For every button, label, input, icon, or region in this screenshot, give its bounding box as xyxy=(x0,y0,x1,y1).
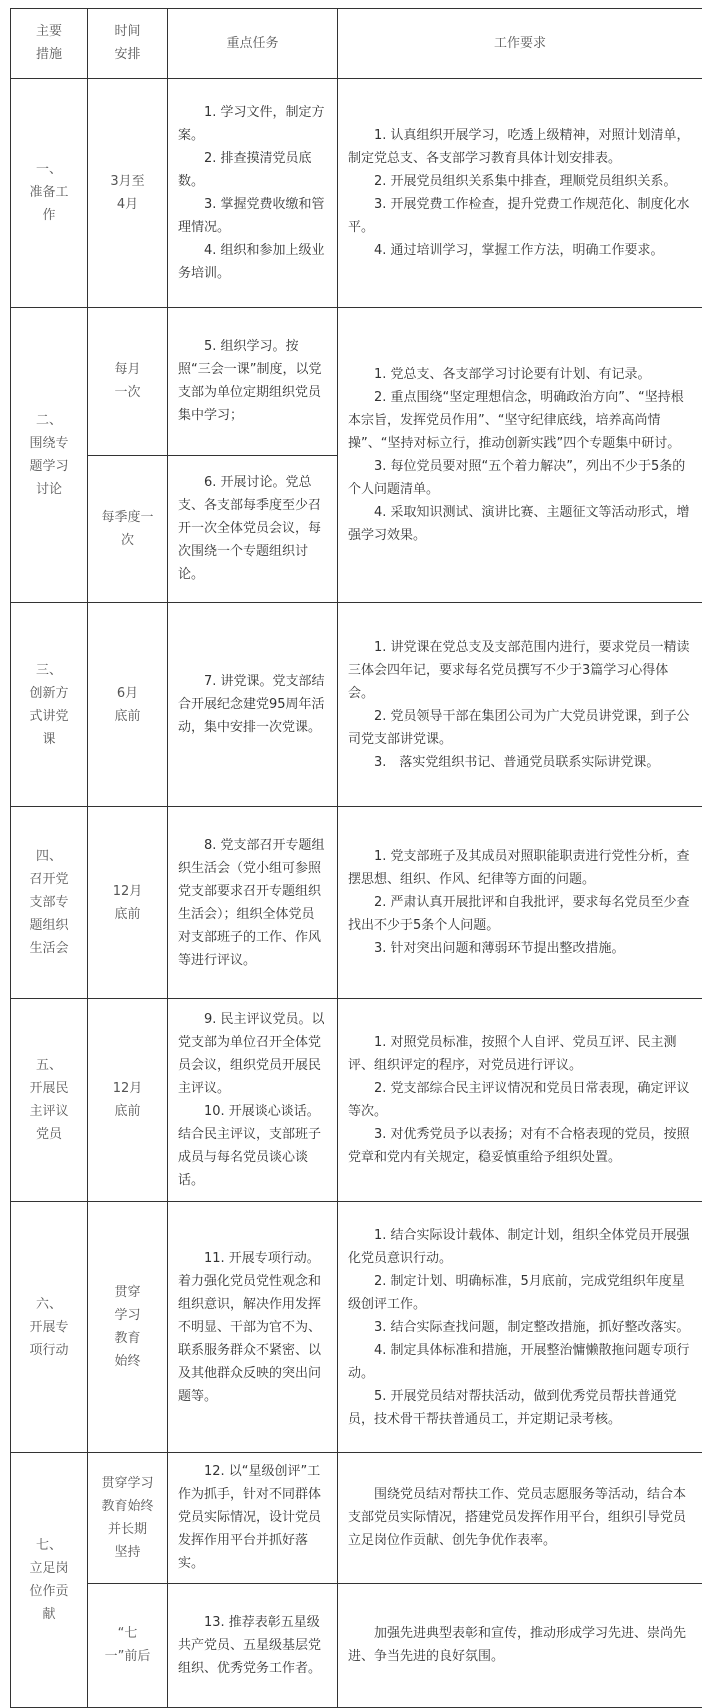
cell-paragraph: 13. 推荐表彰五星级共产党员、五星级基层党组织、优秀党务工作者。 xyxy=(178,1614,322,1676)
measure-cell: 七、 立足岗 位作贡 献 xyxy=(11,1453,88,1708)
cell-paragraph: 1. 党支部班子及其成员对照职能职责进行党性分析，查摆思想、组织、作风、纪律等方面的问题。 xyxy=(348,849,690,888)
time-cell: 每月 一次 xyxy=(88,308,168,455)
time-cell: 贯穿学习 教育始终 并长期 坚持 xyxy=(88,1453,168,1584)
cell-paragraph: 2. 严肃认真开展批评和自我批评，要求每名党员至少查找出不少于5条个人问题。 xyxy=(348,895,690,934)
cell-paragraph: 围绕党员结对帮扶工作、党员志愿服务等活动，结合本支部党员实际情况，搭建党员发挥作用平台，组织引导党员立足岗位作贡献、创先争优作表率。 xyxy=(348,1487,687,1549)
table-row xyxy=(11,1583,702,1707)
cell-paragraph: 3. 每位党员要对照“五个着力解决”，列出不少于5条的个人问题清单。 xyxy=(348,459,686,498)
time-cell: 12月 底前 xyxy=(88,807,168,999)
measure-cell: 六、 开展专 项行动 xyxy=(11,1202,88,1453)
cell-paragraph: 加强先进典型表彰和宣传，推动形成学习先进、崇尚先进、争当先进的良好氛围。 xyxy=(348,1626,687,1665)
cell-paragraph: 1. 学习文件，制定方案。 xyxy=(178,104,325,143)
table-row xyxy=(11,1202,702,1453)
requirement-cell xyxy=(338,603,702,807)
cell-paragraph: 8. 党支部召开专题组织生活会（党小组可参照党支部要求召开专题组织生活会）；组织全体党员对支部班子的工作、作风等进行评议。 xyxy=(178,837,325,968)
time-cell: 6月 底前 xyxy=(88,603,168,807)
task-cell xyxy=(168,999,338,1202)
time-cell: 贯穿 学习 教育 始终 xyxy=(88,1202,168,1453)
measure-cell: 五、 开展民 主评议 党员 xyxy=(11,999,88,1202)
task-cell xyxy=(168,807,338,999)
requirement-cell xyxy=(338,1453,702,1584)
cell-paragraph: 2. 排查摸清党员底数。 xyxy=(178,150,312,189)
cell-paragraph: 3. 结合实际查找问题，制定整改措施，抓好整改落实。 xyxy=(374,1319,690,1335)
table-row xyxy=(11,308,702,455)
task-cell xyxy=(168,78,338,308)
task-cell xyxy=(168,308,338,455)
cell-paragraph: 3. 针对突出问题和薄弱环节提出整改措施。 xyxy=(374,941,625,957)
task-cell xyxy=(168,1202,338,1453)
requirement-cell xyxy=(338,1583,702,1707)
measure-cell: 四、 召开党 支部专 题组织 生活会 xyxy=(11,807,88,999)
cell-paragraph: 1. 讲党课在党总支及支部范围内进行，要求党员一精读三体会四年记，要求每名党员撰写不少于3篇学习心得体会。 xyxy=(348,639,690,701)
requirement-cell xyxy=(338,1202,702,1453)
cell-paragraph: 3. 开展党费工作检查，提升党费工作规范化、制度化水平。 xyxy=(348,196,690,235)
cell-paragraph: 4. 组织和参加上级业务培训。 xyxy=(178,242,325,281)
cell-paragraph: 4. 制定具体标准和措施，开展整治慵懒散拖问题专项行动。 xyxy=(348,1342,690,1381)
table-row xyxy=(11,807,702,999)
header-task: 重点任务 xyxy=(168,9,338,79)
task-cell xyxy=(168,1453,338,1584)
table-row xyxy=(11,603,702,807)
cell-paragraph: 1. 对照党员标准，按照个人自评、党员互评、民主测评、组织评定的程序，对党员进行评议。 xyxy=(348,1035,677,1074)
time-cell: 每季度一 次 xyxy=(88,455,168,602)
table-row xyxy=(11,1453,702,1584)
cell-paragraph: 2. 制定计划、明确标准，5月底前，完成党组织年度星级创评工作。 xyxy=(348,1273,685,1312)
time-cell: 12月 底前 xyxy=(88,999,168,1202)
cell-paragraph: 9. 民主评议党员。以党支部为单位召开全体党员会议，组织党员开展民主评议。 xyxy=(178,1012,325,1097)
cell-paragraph: 3. 对优秀党员予以表扬；对有不合格表现的党员，按照党章和党内有关规定，稳妥慎重给予组织处置。 xyxy=(348,1127,690,1166)
cell-paragraph: 5. 组织学习。按照“三会一课”制度，以党支部为单位定期组织党员集中学习； xyxy=(178,339,322,424)
requirement-cell xyxy=(338,78,702,308)
cell-paragraph: 3. 落实党组织书记、普通党员联系实际讲党课。 xyxy=(374,754,660,770)
measure-cell: 三、 创新方 式讲党 课 xyxy=(11,603,88,807)
task-cell xyxy=(168,603,338,807)
cell-paragraph: 2. 党员领导干部在集团公司为广大党员讲党课，到子公司党支部讲党课。 xyxy=(348,708,690,747)
header-requirement: 工作要求 xyxy=(338,9,702,79)
requirement-cell xyxy=(338,807,702,999)
cell-paragraph: 3. 掌握党费收缴和管理情况。 xyxy=(178,196,325,235)
header-time: 时间 安排 xyxy=(88,9,168,79)
cell-paragraph: 1. 党总支、各支部学习讨论要有计划、有记录。 xyxy=(374,367,651,383)
time-cell: 3月至 4月 xyxy=(88,78,168,308)
work-plan-table xyxy=(10,8,702,1708)
table-row xyxy=(11,999,702,1202)
cell-paragraph: 5. 开展党员结对帮扶活动，做到优秀党员帮扶普通党员，技术骨干帮扶普通员工，并定期记录考核。 xyxy=(348,1388,677,1427)
cell-paragraph: 10. 开展谈心谈话。结合民主评议，支部班子成员与每名党员谈心谈话。 xyxy=(178,1104,322,1189)
header-measure: 主要 措施 xyxy=(11,9,88,79)
task-cell xyxy=(168,1583,338,1707)
cell-paragraph: 1. 结合实际设计载体、制定计划，组织全体党员开展强化党员意识行动。 xyxy=(348,1227,690,1266)
task-cell xyxy=(168,455,338,602)
cell-paragraph: 4. 采取知识测试、演讲比赛、主题征文等活动形式，增强学习效果。 xyxy=(348,505,690,544)
requirement-cell xyxy=(338,999,702,1202)
header-row xyxy=(11,9,702,79)
cell-paragraph: 2. 开展党员组织关系集中排查，理顺党员组织关系。 xyxy=(374,173,677,189)
requirement-cell xyxy=(338,308,702,603)
cell-paragraph: 2. 党支部综合民主评议情况和党员日常表现，确定评议等次。 xyxy=(348,1081,690,1120)
measure-cell: 一、 准备工 作 xyxy=(11,78,88,308)
cell-paragraph: 6. 开展讨论。党总支、各支部每季度至少召开一次全体党员会议，每次围绕一个专题组织讨论。 xyxy=(178,475,322,583)
time-cell: “七 一”前后 xyxy=(88,1583,168,1707)
measure-cell: 二、 围绕专 题学习 讨论 xyxy=(11,308,88,603)
table-row xyxy=(11,78,702,308)
cell-paragraph: 11. 开展专项行动。着力强化党员党性观念和组织意识，解决作用发挥不明显、干部为官不为、联系服务群众不紧密、以及其他群众反映的突出问题等。 xyxy=(178,1250,322,1404)
cell-paragraph: 2. 重点围绕“坚定理想信念，明确政治方向”、“坚持根本宗旨，发挥党员作用”、“坚守纪律底线，培养高尚情操”、“坚持对标立行，推动创新实践”四个专题集中研讨。 xyxy=(348,390,684,452)
cell-paragraph: 7. 讲党课。党支部结合开展纪念建党95周年活动，集中安排一次党课。 xyxy=(178,674,325,736)
cell-paragraph: 4. 通过培训学习，掌握工作方法，明确工作要求。 xyxy=(374,242,664,258)
cell-paragraph: 12. 以“星级创评”工作为抓手，针对不同群体党员实际情况，设计党员发挥作用平台并抓好落实。 xyxy=(178,1464,322,1572)
cell-paragraph: 1. 认真组织开展学习，吃透上级精神，对照计划清单，制定党总支、各支部学习教育具体计划安排表。 xyxy=(348,127,690,166)
